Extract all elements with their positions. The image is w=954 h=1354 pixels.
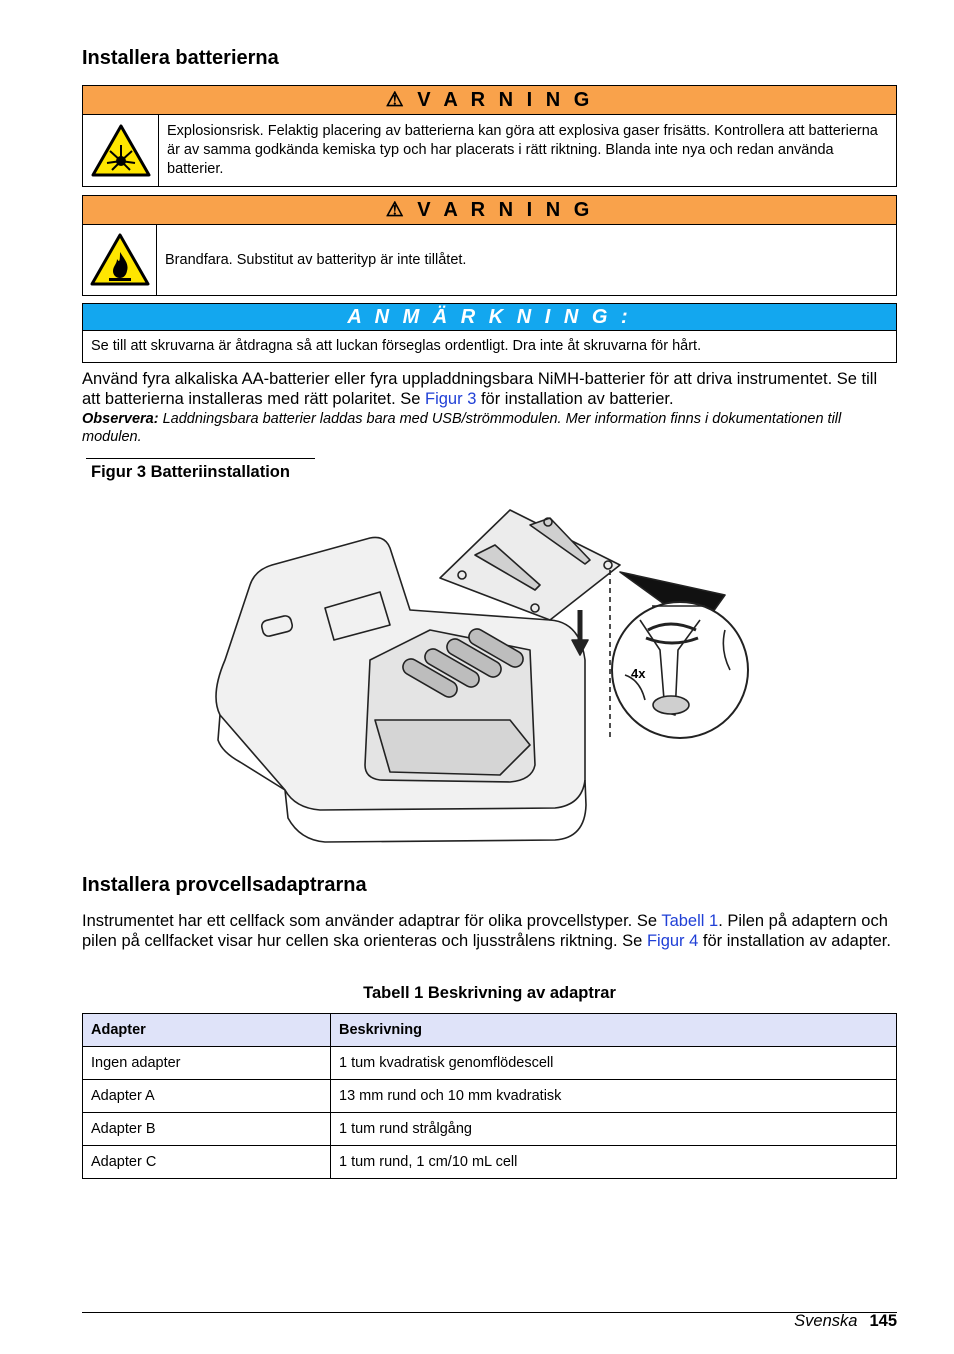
- footer-rule: [82, 1312, 897, 1313]
- warning-triangle-icon: ⚠: [385, 199, 408, 221]
- table-row: [83, 1146, 897, 1179]
- table-caption: Tabell 1 Beskrivning av adaptrar: [363, 984, 616, 1002]
- screw-count-label: 4x: [631, 666, 646, 681]
- table-row: [83, 1047, 897, 1080]
- section-title-adapters: Installera provcellsadaptrarna: [82, 874, 367, 896]
- warning-box-fire: [82, 195, 897, 296]
- page-number: 145: [869, 1312, 897, 1330]
- adapter-table: [82, 1013, 897, 1179]
- adapter-paragraph: Instrumentet har ett cellfack som använder adaptrar för olika provcellstyper. Se Tabell 1. Pilen på adaptern och pilen på cellfacket visar hur cellen ska orienteras och ljusstrålens riktning. Se Figur 4 för installation av adapter.: [82, 912, 891, 950]
- table-cell: 1 tum kvadratisk genomflödescell: [331, 1047, 897, 1080]
- section-title-batteries: Installera batterierna: [82, 47, 279, 69]
- page-footer: [794, 1311, 897, 1331]
- table-cell: 13 mm rund och 10 mm kvadratisk: [331, 1080, 897, 1113]
- table-row: [83, 1080, 897, 1113]
- explosion-hazard-icon: [83, 115, 159, 186]
- notice-header: A N M Ä R K N I N G :: [83, 304, 896, 331]
- table-cell: Adapter A: [83, 1080, 331, 1113]
- notice-text: Se till att skruvarna är åtdragna så att luckan förseglas ordentligt. Dra inte åt skruvarna för hårt.: [91, 338, 702, 354]
- figure-3-link[interactable]: Figur 3: [425, 390, 477, 408]
- warning-header: ⚠ V A R N I N G: [83, 86, 896, 115]
- table-1-link[interactable]: Tabell 1: [661, 912, 719, 930]
- column-header: Adapter: [83, 1014, 331, 1047]
- notice-box: [82, 303, 897, 363]
- table-cell: 1 tum rund strålgång: [331, 1113, 897, 1146]
- table-cell: Ingen adapter: [83, 1047, 331, 1080]
- fire-hazard-icon: [83, 225, 157, 295]
- figure-caption: Figur 3 Batteriinstallation: [91, 463, 290, 481]
- column-header: Beskrivning: [331, 1014, 897, 1047]
- warning-box-explosion: [82, 85, 897, 187]
- table-cell: 1 tum rund, 1 cm/10 mL cell: [331, 1146, 897, 1179]
- warning-text: Explosionsrisk. Felaktig placering av batterierna kan göra att explosiva gaser frisätts. Kontrollera att batterierna är av samma godkända kemiska typ och har placerats i rätt riktning. Blanda inte nya och redan använda batterier.: [167, 123, 878, 177]
- figure-rule: [86, 458, 315, 459]
- figure-4-link[interactable]: Figur 4: [646, 932, 699, 950]
- warning-header: ⚠ V A R N I N G: [83, 196, 896, 225]
- footer-language: Svenska: [794, 1312, 858, 1330]
- battery-paragraph: Använd fyra alkaliska AA-batterier eller fyra uppladdningsbara NiMH-batterier för att driva instrumentet. Se till att batterierna installeras med rätt polaritet. Se Figur 3 för installation av batterier.: [82, 370, 878, 408]
- table-row: [83, 1113, 897, 1146]
- warning-text: Brandfara. Substitut av batterityp är inte tillåtet.: [165, 251, 467, 268]
- observation-note: Observera: Laddningsbara batterier laddas bara med USB/strömmodulen. Mer information finns i dokumentationen till modulen.: [82, 411, 842, 445]
- warning-triangle-icon: ⚠: [385, 89, 408, 111]
- table-header-row: [83, 1014, 897, 1047]
- table-cell: Adapter C: [83, 1146, 331, 1179]
- battery-installation-figure: [200, 500, 770, 855]
- table-cell: Adapter B: [83, 1113, 331, 1146]
